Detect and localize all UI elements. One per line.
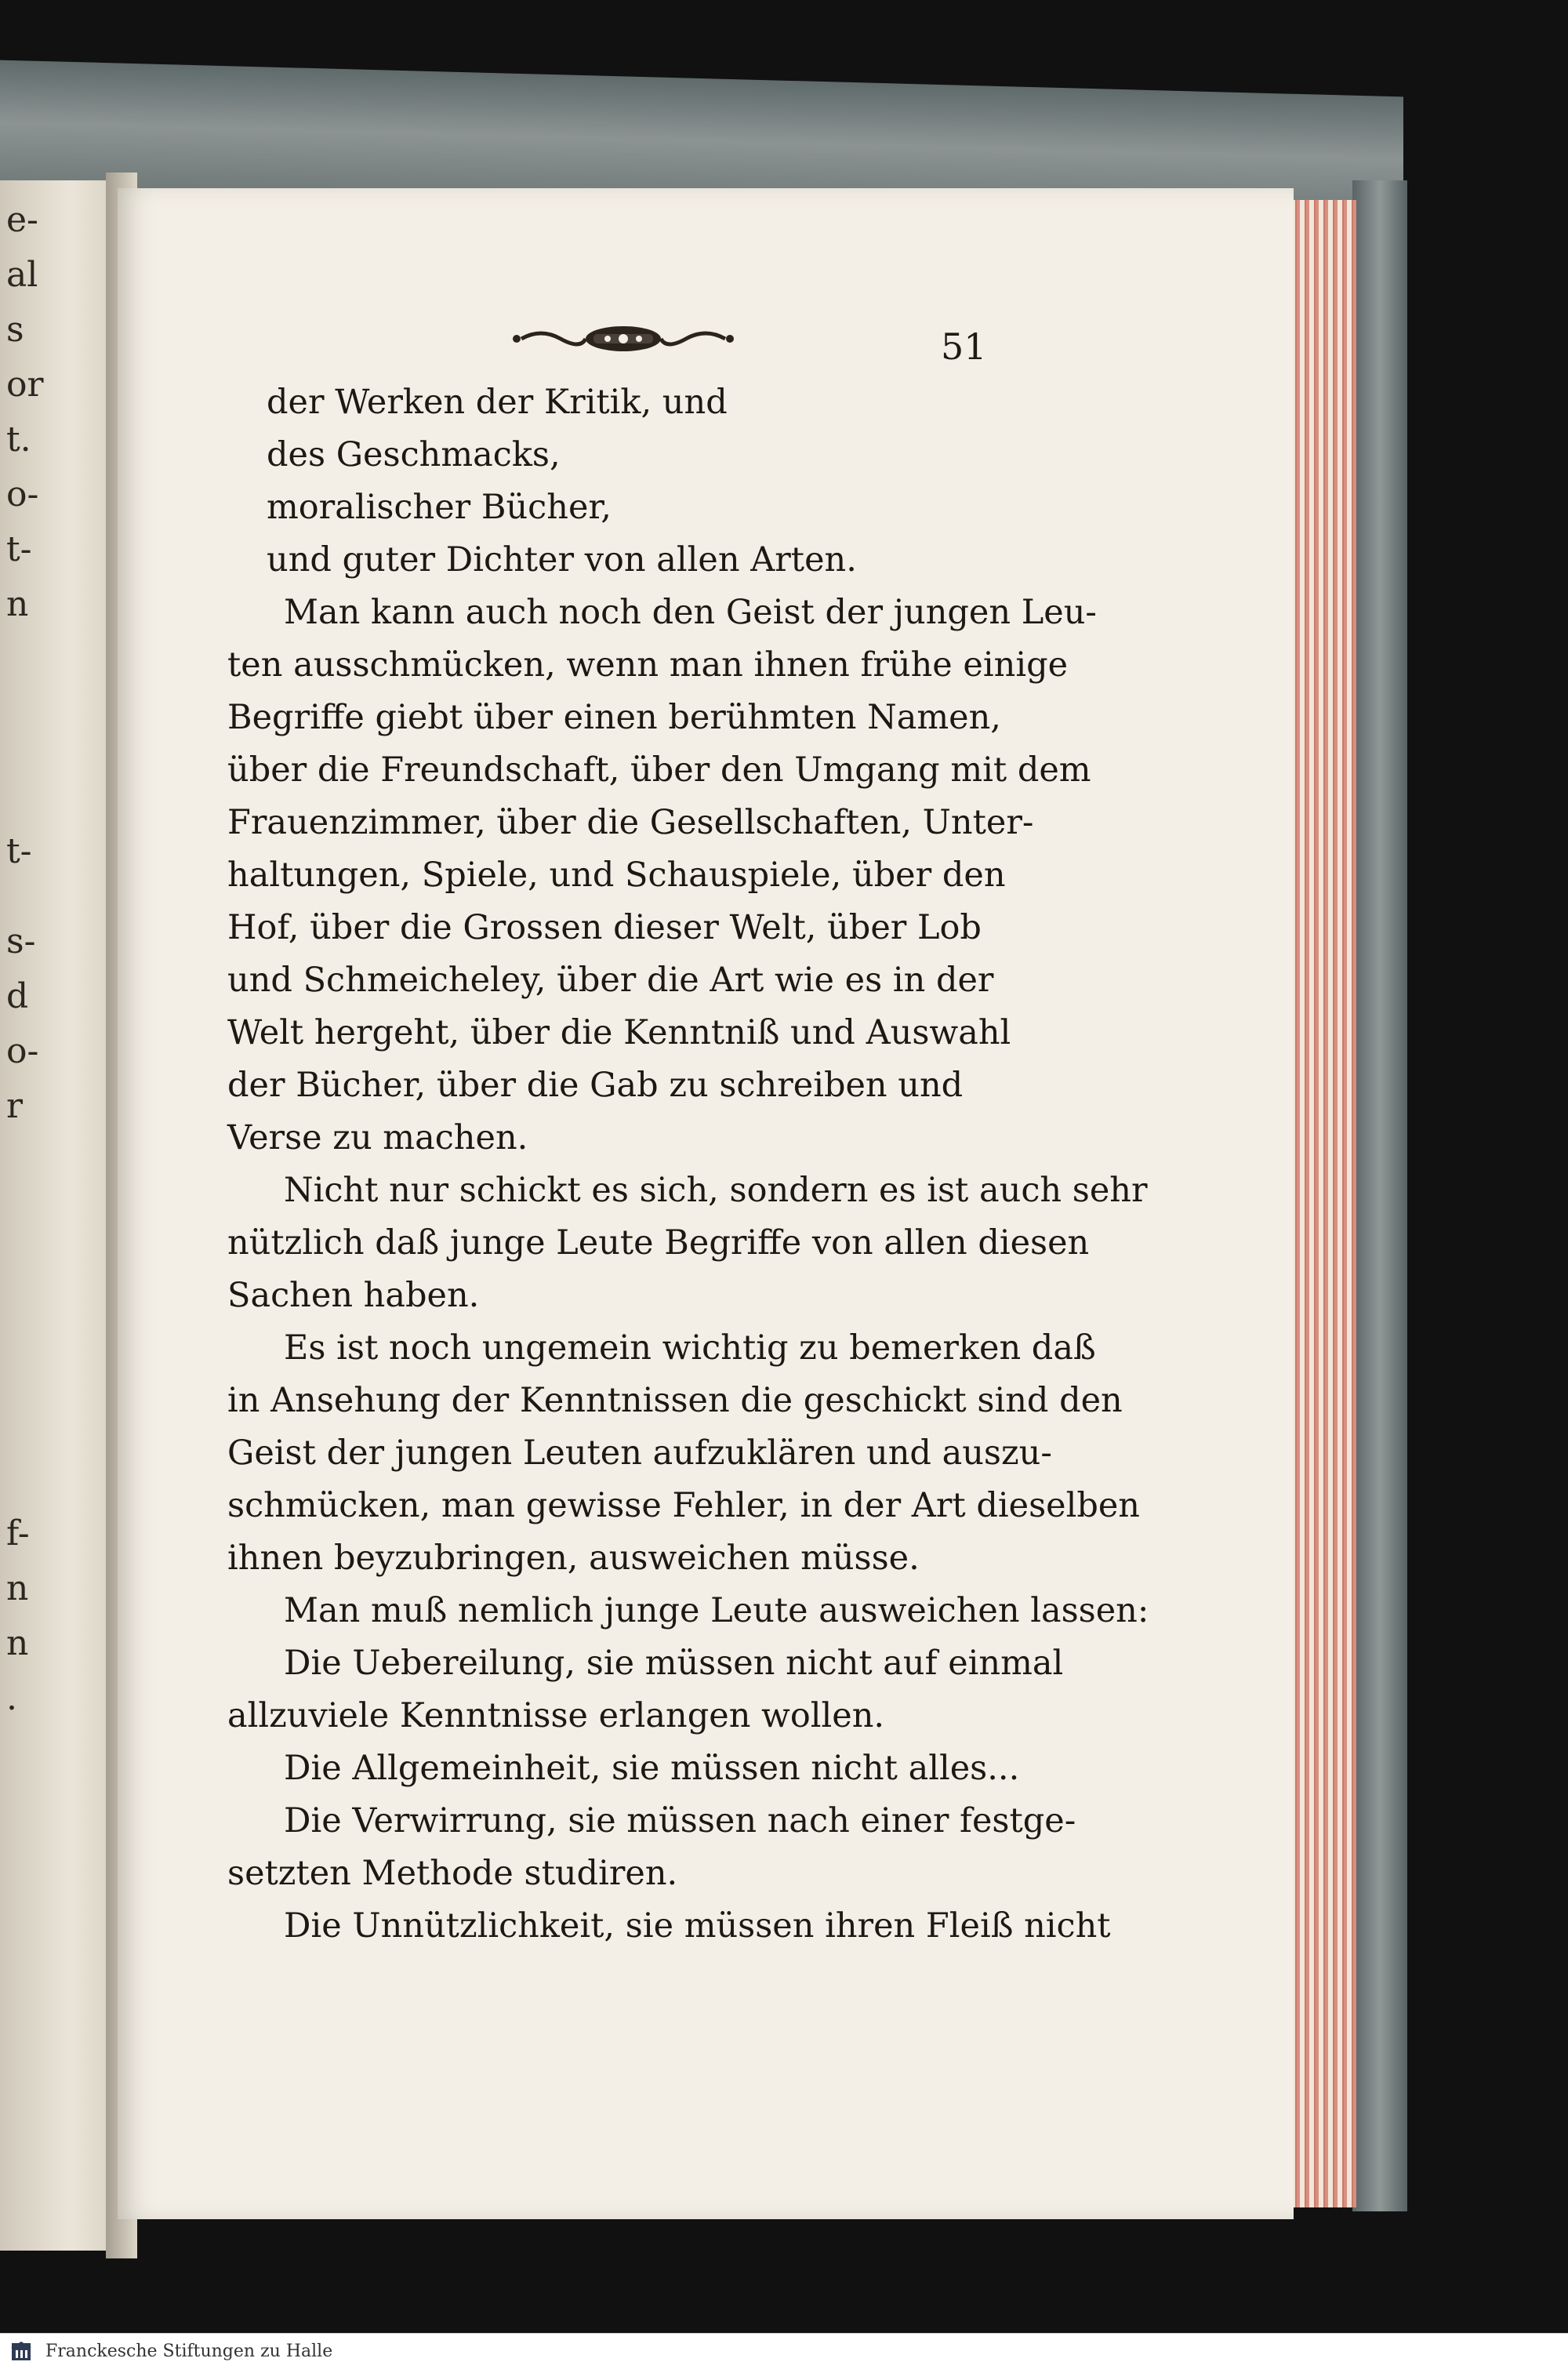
list-block xyxy=(227,376,1004,587)
paragraph xyxy=(227,1742,1020,1795)
left-page-fragment: n xyxy=(6,1623,29,1663)
left-page-fragment: . xyxy=(6,1678,17,1718)
text-line: der Werken der Kritik, und xyxy=(267,383,728,422)
text-line: ten ausschmücken, wenn man ihnen frühe einige xyxy=(227,645,1069,685)
left-page-fragment: t. xyxy=(6,420,31,460)
footer-bar xyxy=(0,2333,1568,2369)
left-page-fragment: f- xyxy=(6,1513,30,1553)
left-page-fragment: t- xyxy=(6,529,32,569)
text-line: und guter Dichter von allen Arten. xyxy=(267,540,857,580)
paragraph xyxy=(227,1165,1148,1322)
text-line: haltungen, Spiele, und Schauspiele, über den xyxy=(227,856,1006,895)
left-page-fragment: o- xyxy=(6,1031,39,1071)
text-line: des Geschmacks, xyxy=(267,435,561,474)
footer-text: Franckesche Stiftungen zu Halle xyxy=(45,2342,333,2361)
left-page-fragment: or xyxy=(6,365,44,405)
left-page-fragment: al xyxy=(6,255,38,295)
page-number: 51 xyxy=(941,325,987,368)
franckesche-stiftungen-logo-icon xyxy=(9,2340,33,2364)
text-line: Die Allgemeinheit, sie müssen nicht alles... xyxy=(284,1749,1020,1788)
text-line: der Bücher, über die Gab zu schreiben und xyxy=(227,1066,964,1105)
left-page-fragment: e- xyxy=(6,200,38,240)
paragraph xyxy=(227,1322,1141,1585)
text-line: Welt hergeht, über die Kenntniß und Auswahl xyxy=(227,1013,1011,1052)
left-page xyxy=(0,180,118,2251)
text-line: Nicht nur schickt es sich, sondern es ist auch sehr xyxy=(284,1171,1148,1210)
paragraph xyxy=(227,1900,1111,1953)
left-page-fragment: n xyxy=(6,1568,29,1608)
left-page-fragment: r xyxy=(6,1086,24,1126)
page-text xyxy=(227,376,1149,1953)
paragraph xyxy=(227,587,1097,1165)
text-line: Hof, über die Grossen dieser Welt, über Lob xyxy=(227,908,982,947)
text-line: moralischer Bücher, xyxy=(267,488,612,527)
text-line: setzten Methode studiren. xyxy=(227,1854,678,1893)
text-line: Die Verwirrung, sie müssen nach einer festge- xyxy=(284,1801,1076,1840)
text-line: Die Uebereilung, sie müssen nicht auf einmal xyxy=(284,1644,1064,1683)
text-line: ihnen beyzubringen, ausweichen müsse. xyxy=(227,1539,920,1578)
text-line: allzuviele Kenntnisse erlangen wollen. xyxy=(227,1696,885,1735)
text-line: nützlich daß junge Leute Begriffe von allen diesen xyxy=(227,1223,1090,1263)
text-line: schmücken, man gewisse Fehler, in der Art dieselben xyxy=(227,1486,1141,1525)
book-cover-right xyxy=(1352,180,1407,2211)
left-page-fragment: o- xyxy=(6,474,39,514)
left-page-fragment: n xyxy=(6,584,29,624)
left-page-fragment: t- xyxy=(6,831,32,871)
text-line: Frauenzimmer, über die Gesellschaften, Unter- xyxy=(227,803,1034,842)
left-page-fragment: s- xyxy=(6,921,36,961)
text-line: in Ansehung der Kenntnissen die geschickt sind den xyxy=(227,1381,1123,1420)
text-line: Begriffe giebt über einen berühmten Namen, xyxy=(227,698,1001,737)
text-line: und Schmeicheley, über die Art wie es in der xyxy=(227,961,994,1000)
left-page-fragment: d xyxy=(6,976,29,1016)
ornament-vignette-icon xyxy=(506,322,741,356)
paragraph xyxy=(227,1795,1076,1900)
text-line: Geist der jungen Leuten aufzuklären und auszu- xyxy=(227,1433,1052,1473)
text-line: über die Freundschaft, über den Umgang mit dem xyxy=(227,750,1091,790)
text-line: Die Unnützlichkeit, sie müssen ihren Fleiß nicht xyxy=(284,1906,1111,1946)
text-line: Es ist noch ungemein wichtig zu bemerken daß xyxy=(284,1328,1096,1368)
left-page-fragment: s xyxy=(6,310,24,350)
paragraph xyxy=(227,1585,1149,1742)
text-line: Verse zu machen. xyxy=(227,1118,528,1157)
text-line: Man muß nemlich junge Leute ausweichen lassen: xyxy=(284,1591,1149,1630)
text-line: Man kann auch noch den Geist der jungen Leu- xyxy=(284,593,1097,632)
text-line: Sachen haben. xyxy=(227,1276,480,1315)
